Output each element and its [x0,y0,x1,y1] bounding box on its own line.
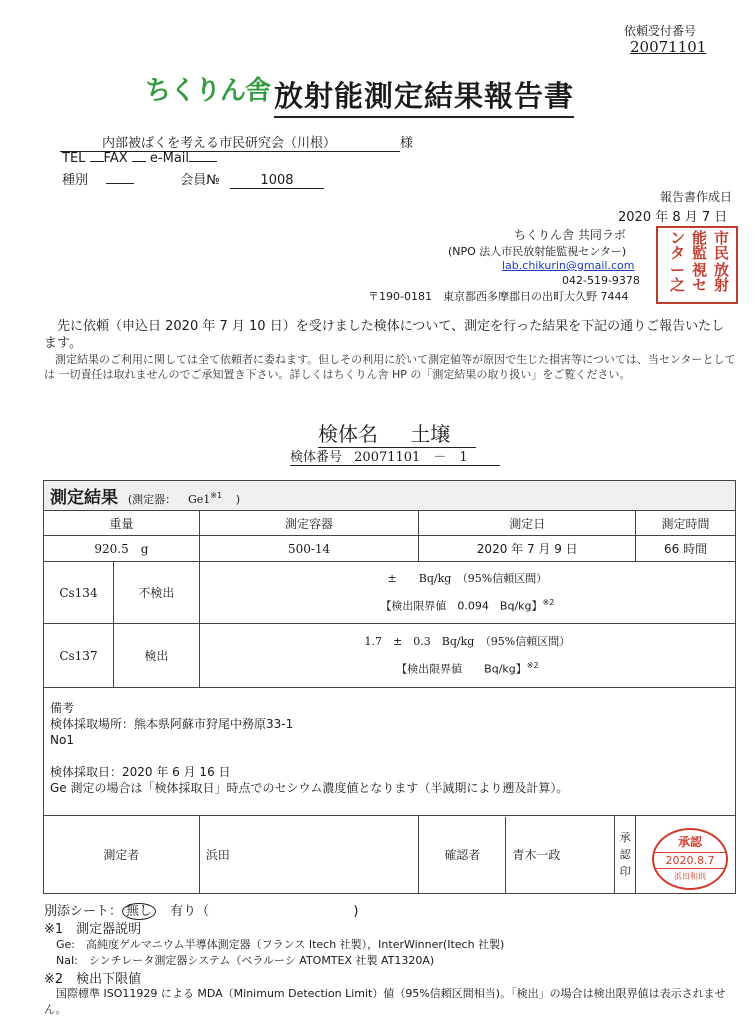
lab-email-link[interactable]: lab.chikurin@gmail.com [502,259,635,272]
measure-date-value: 2020 年 7 月 9 日 [419,536,636,562]
cs134-status: 不検出 [113,562,199,624]
approval-stamp-date: 2020.8.7 [654,852,726,869]
column-header: 重量 [44,511,200,536]
approval-stamp-name: 浜田和則 [674,872,706,881]
intro-paragraph: 先に依頼（申込日 2020 年 7 月 10 日）を受けました検体について、測定を行った結果を下記の通りご報告いたします。 [44,319,725,351]
client-honorific: 様 [400,136,414,151]
measure-time-value: 66 時間 [636,536,736,562]
seal-char [692,294,707,309]
client-name: 内部被ばくを考える市民研究会（川根） [60,132,400,152]
type-label: 種別 [62,173,89,188]
device-close: ) [235,493,241,506]
receipt-label: 依頼受付番号 [624,24,697,38]
cs134-limit-line [200,591,735,619]
sample-name-label: 検体名 [318,422,378,446]
lab-org: (NPO 法人市民放射能監視センター) [448,245,627,258]
sample-name-value: 土壌 [410,422,451,446]
sample-number [290,446,500,466]
seal-char: 市民 [714,229,730,262]
sample-number-label: 検体番号 [290,450,343,465]
approval-char: 印 [619,865,631,878]
results-title-cell [44,481,736,511]
cs137-note: ※2 [526,660,539,670]
receipt-number: 20071101 [630,38,707,56]
seal-char: 放射 [714,261,730,294]
cs134-result [199,562,735,624]
weight-value: 920.5 g [44,536,200,562]
tel-label: TEL [62,151,86,166]
note2-text: 国際標準 ISO11929 による MDA（Minimum Detection Limit）値（95%信頼区間相当)。「検出」の場合は検出限界値は表示されません。 [44,987,726,1016]
measurer-name: 浜田 [199,816,419,894]
page-title: 放射能測定結果報告書 [274,74,574,118]
lab-name: ちくりん舎 共同ラボ [514,228,626,242]
email-label: e-Mail [149,151,190,166]
remarks-line: No1 [50,733,74,747]
approval-char: 認 [619,848,631,861]
approval-stamp-top: 承認 [677,835,702,849]
report-date: 2020 年 8 月 7 日 [618,210,728,225]
fax-label: FAX [103,151,128,166]
disclaimer-paragraph: 測定結果のご利用に関しては全て依頼者に委ねます。但しその利用に於いて測定値等が原因で生じた損害等については、当センターとしては 一切責任は取れませんのでご承知置き下さい。詳しくはちくりん舎 HP の「測定結果の取り扱い」をご覧ください。 [44,353,736,381]
lab-seal-stamp [656,226,738,304]
remarks-line: Ge 測定の場合は「検体採取日」時点でのセシウム濃度値となります（半減期により遡及計算）。 [50,781,569,795]
measurer-label: 測定者 [44,816,200,894]
contact-line [62,151,217,166]
attachment-none-option: 無し [122,903,156,920]
member-label: 会員№ [180,173,220,188]
approval-label-cell [615,816,636,894]
column-header: 測定日 [419,511,636,536]
remarks-line: 検体採取日：2020 年 6 月 16 日 [50,765,231,779]
checker-name: 青木一政 [512,848,561,862]
approval-stamp [652,828,728,890]
attachment-line [44,900,358,919]
seal-char: ンタ [670,229,686,262]
device-label: (測定器： [127,493,177,506]
cs137-value: 1.7 ± 0.3 Bq/kg （95%信頼区間） [364,634,571,648]
results-title: 測定結果 [50,488,118,508]
lab-address: 〒190-0181 東京都西多摩郡日の出町大久野 7444 [368,290,629,303]
seal-char: 能監 [692,229,708,262]
report-date-label: 報告書作成日 [660,190,733,204]
cs137-result [199,624,735,688]
member-number: 1008 [230,173,324,189]
container-value: 500-14 [199,536,419,562]
column-header: 測定容器 [199,511,419,536]
sample-name [318,418,476,448]
client-line [60,132,420,152]
checker-label: 確認者 [419,817,506,893]
lab-phone: 042-519-9378 [562,274,640,287]
type-line [62,169,324,189]
cs137-limit: 【検出限界値 Bq/kg】 [396,662,527,676]
cs134-limit: 【検出限界値 0.094 Bq/kg】 [380,599,543,613]
note1-nai: NaI: シンチレータ測定器システム（ベラルーシ ATOMTEX 社製 AT1320A) [56,954,435,967]
seal-char: 視セ [692,261,708,294]
device-note: ※1 [210,491,223,500]
remarks-line: 検体採取場所：熊本県阿蘇市狩尾中務原33-1 [50,717,294,731]
cs137-nuclide: Cs137 [44,624,114,688]
note1-title: ※1 測定器説明 [44,922,142,937]
cs134-nuclide: Cs134 [44,562,114,624]
note1-ge: Ge: 高純度ゲルマニウム半導体測定器（フランス Itech 社製），InterWinner(Itech 社製) [56,938,505,951]
approval-char: 承 [619,831,631,844]
remarks-line: 備考 [50,701,75,715]
device-name: Ge1 [187,493,211,506]
results-table [43,480,736,894]
sample-number-value: 20071101 － 1 [354,450,468,465]
attachment-close: ) [353,904,359,919]
attachment-yes-option: 有り（ [170,904,210,919]
cs134-value: ± Bq/kg （95%信頼区間） [387,571,548,585]
logo: ちくりん舎 [145,76,271,106]
column-header: 測定時間 [636,511,736,536]
checker-cell [419,816,615,894]
cs137-limit-line [200,654,735,682]
cs134-note: ※2 [542,597,555,607]
seal-char: ー之 [670,261,686,294]
attachment-label: 別添シート： [44,904,123,919]
remarks-line [50,748,735,764]
cs137-status: 検出 [113,624,199,688]
remarks-cell [44,688,736,816]
note2-title: ※2 検出下限値 [44,972,142,987]
